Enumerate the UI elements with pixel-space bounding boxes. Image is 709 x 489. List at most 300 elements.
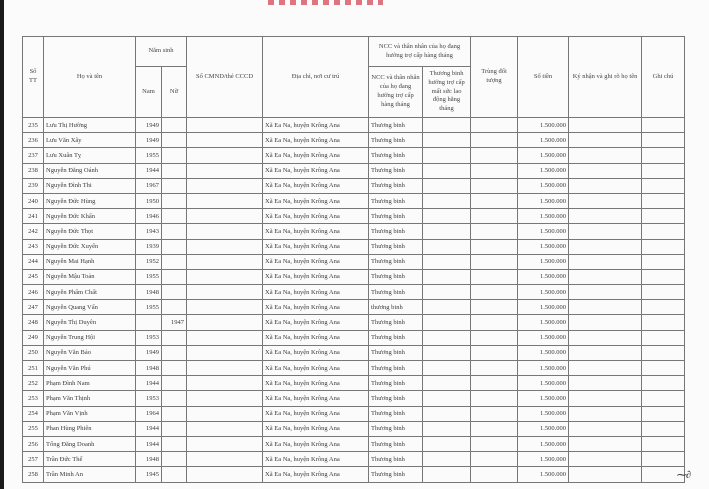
cell-stt: 254: [23, 406, 44, 421]
cell-male: 1949: [136, 118, 162, 133]
cell-female: [162, 163, 187, 178]
cell-empty: [471, 178, 518, 193]
header-amount: Số tiền: [518, 37, 569, 118]
cell-empty: [423, 330, 471, 345]
cell-name: Phan Hùng Phiên: [44, 421, 136, 436]
cell-empty: [642, 209, 685, 224]
cell-empty: [569, 209, 642, 224]
cell-empty: [187, 224, 263, 239]
header-id: Số CMND/thẻ CCCD: [187, 37, 263, 118]
cell-name: Nguyễn Văn Phú: [44, 361, 136, 376]
table-row: [23, 315, 685, 330]
cell-male: 1955: [136, 269, 162, 284]
cell-male: 1949: [136, 345, 162, 360]
cell-empty: [187, 254, 263, 269]
cell-female: [162, 467, 187, 482]
cell-empty: [187, 421, 263, 436]
cell-address: Xã Ea Na, huyện Krông Ana: [263, 285, 369, 300]
cell-empty: [187, 239, 263, 254]
cell-empty: [642, 330, 685, 345]
beneficiary-table: [22, 36, 685, 483]
cell-name: Lưu Văn Xây: [44, 133, 136, 148]
cell-empty: [642, 148, 685, 163]
cell-female: [162, 391, 187, 406]
cell-empty: [569, 239, 642, 254]
cell-male: 1945: [136, 467, 162, 482]
table-row: [23, 300, 685, 315]
cell-address: Xã Ea Na, huyện Krông Ana: [263, 452, 369, 467]
cell-male: 1943: [136, 224, 162, 239]
header-name: Họ và tên: [44, 37, 136, 118]
cell-empty: [423, 254, 471, 269]
cell-name: Nguyễn Mai Hạnh: [44, 254, 136, 269]
cell-male: 1955: [136, 148, 162, 163]
cell-stt: 239: [23, 178, 44, 193]
table-row: [23, 269, 685, 284]
cell-empty: [187, 193, 263, 208]
header-trang: Trùng đối tượng: [471, 37, 518, 118]
cell-address: Xã Ea Na, huyện Krông Ana: [263, 148, 369, 163]
cell-female: [162, 285, 187, 300]
cell-empty: [187, 376, 263, 391]
cell-empty: [471, 133, 518, 148]
header-address: Địa chỉ, nơi cư trú: [263, 37, 369, 118]
cell-female: [162, 436, 187, 451]
cell-male: 1946: [136, 209, 162, 224]
cell-empty: [569, 421, 642, 436]
cell-name: Nguyễn Phẩm Chất: [44, 285, 136, 300]
cell-empty: [569, 133, 642, 148]
cell-name: Tống Đăng Doanh: [44, 436, 136, 451]
cell-amount: 1.500.000: [518, 300, 569, 315]
cell-female: [162, 345, 187, 360]
cell-male: 1964: [136, 406, 162, 421]
cell-empty: [569, 118, 642, 133]
cell-stt: 258: [23, 467, 44, 482]
cell-amount: 1.500.000: [518, 178, 569, 193]
cell-empty: [642, 224, 685, 239]
cell-empty: [471, 254, 518, 269]
table-row: [23, 361, 685, 376]
cell-amount: 1.500.000: [518, 224, 569, 239]
cell-type: Thương binh: [369, 467, 423, 482]
cell-type: Thương binh: [369, 285, 423, 300]
cell-amount: 1.500.000: [518, 133, 569, 148]
cell-empty: [187, 285, 263, 300]
cell-stt: 252: [23, 376, 44, 391]
cell-empty: [423, 209, 471, 224]
table-row: [23, 239, 685, 254]
cell-amount: 1.500.000: [518, 345, 569, 360]
cell-type: Thương binh: [369, 361, 423, 376]
cell-empty: [642, 254, 685, 269]
cell-empty: [569, 193, 642, 208]
cell-stt: 255: [23, 421, 44, 436]
cell-type: Thương binh: [369, 148, 423, 163]
cell-stt: 243: [23, 239, 44, 254]
cell-stt: 237: [23, 148, 44, 163]
cell-name: Nguyễn Đức Khẩn: [44, 209, 136, 224]
cell-stt: 250: [23, 345, 44, 360]
cell-stt: 236: [23, 133, 44, 148]
cell-male: 1944: [136, 421, 162, 436]
cell-empty: [423, 193, 471, 208]
cell-empty: [569, 376, 642, 391]
table-row: [23, 285, 685, 300]
cell-empty: [642, 118, 685, 133]
header-sign: Ký nhận và ghi rõ họ tên: [569, 37, 642, 118]
table-row: [23, 345, 685, 360]
cell-empty: [423, 163, 471, 178]
cell-empty: [471, 421, 518, 436]
cell-empty: [642, 178, 685, 193]
table-row: [23, 421, 685, 436]
cell-empty: [642, 406, 685, 421]
scan-edge: [0, 0, 4, 489]
cell-male: 1952: [136, 254, 162, 269]
cell-empty: [569, 391, 642, 406]
cell-empty: [187, 148, 263, 163]
cell-female: [162, 224, 187, 239]
cell-empty: [471, 209, 518, 224]
cell-empty: [569, 163, 642, 178]
cell-empty: [642, 345, 685, 360]
cell-name: Nguyễn Đức Hùng: [44, 193, 136, 208]
cell-female: [162, 239, 187, 254]
table-row: [23, 224, 685, 239]
header-note: Ghi chú: [642, 37, 685, 118]
cell-female: 1947: [162, 315, 187, 330]
cell-empty: [642, 300, 685, 315]
cell-address: Xã Ea Na, huyện Krông Ana: [263, 254, 369, 269]
cell-empty: [187, 163, 263, 178]
cell-empty: [471, 452, 518, 467]
cell-address: Xã Ea Na, huyện Krông Ana: [263, 178, 369, 193]
cell-male: [136, 315, 162, 330]
cell-type: Thương binh: [369, 133, 423, 148]
cell-male: 1944: [136, 163, 162, 178]
cell-name: Nguyễn Đức Thọt: [44, 224, 136, 239]
cell-empty: [423, 452, 471, 467]
cell-name: Phạm Văn Thịnh: [44, 391, 136, 406]
cell-amount: 1.500.000: [518, 163, 569, 178]
cell-stt: 247: [23, 300, 44, 315]
cell-male: 1953: [136, 391, 162, 406]
cell-empty: [642, 361, 685, 376]
cell-empty: [569, 148, 642, 163]
cell-amount: 1.500.000: [518, 330, 569, 345]
cell-empty: [471, 361, 518, 376]
header-male: Nam: [136, 67, 162, 118]
cell-address: Xã Ea Na, huyện Krông Ana: [263, 193, 369, 208]
cell-name: Phạm Văn Vịnh: [44, 406, 136, 421]
cell-stt: 253: [23, 391, 44, 406]
cell-empty: [569, 467, 642, 482]
cell-type: thương binh: [369, 300, 423, 315]
cell-empty: [642, 376, 685, 391]
cell-male: 1953: [136, 330, 162, 345]
cell-type: Thương binh: [369, 421, 423, 436]
cell-female: [162, 148, 187, 163]
cell-amount: 1.500.000: [518, 421, 569, 436]
cell-empty: [471, 148, 518, 163]
cell-type: Thương binh: [369, 163, 423, 178]
cell-female: [162, 376, 187, 391]
cell-female: [162, 421, 187, 436]
table-row: [23, 178, 685, 193]
cell-empty: [642, 452, 685, 467]
cell-female: [162, 209, 187, 224]
cell-address: Xã Ea Na, huyện Krông Ana: [263, 345, 369, 360]
table-row: [23, 163, 685, 178]
cell-empty: [187, 315, 263, 330]
cell-type: Thương binh: [369, 178, 423, 193]
cell-address: Xã Ea Na, huyện Krông Ana: [263, 118, 369, 133]
cell-empty: [569, 269, 642, 284]
cell-male: 1939: [136, 239, 162, 254]
cell-address: Xã Ea Na, huyện Krông Ana: [263, 133, 369, 148]
table-row: [23, 148, 685, 163]
cell-amount: 1.500.000: [518, 118, 569, 133]
cell-address: Xã Ea Na, huyện Krông Ana: [263, 436, 369, 451]
cell-empty: [187, 391, 263, 406]
cell-name: Lưu Thị Hường: [44, 118, 136, 133]
cell-female: [162, 330, 187, 345]
cell-address: Xã Ea Na, huyện Krông Ana: [263, 269, 369, 284]
cell-amount: 1.500.000: [518, 391, 569, 406]
header-tb: Thương binh hưởng trợ cấp mất sức lao động hằng tháng: [423, 67, 471, 118]
cell-empty: [187, 118, 263, 133]
cell-empty: [471, 315, 518, 330]
cell-stt: 244: [23, 254, 44, 269]
cell-empty: [569, 285, 642, 300]
cell-female: [162, 269, 187, 284]
cell-empty: [471, 345, 518, 360]
cell-empty: [471, 300, 518, 315]
cell-empty: [423, 178, 471, 193]
cell-empty: [423, 285, 471, 300]
red-stamp-mark: [268, 0, 383, 5]
cell-empty: [423, 345, 471, 360]
cell-type: Thương binh: [369, 224, 423, 239]
cell-type: Thương binh: [369, 118, 423, 133]
table-row: [23, 330, 685, 345]
cell-empty: [423, 133, 471, 148]
cell-female: [162, 254, 187, 269]
cell-female: [162, 118, 187, 133]
cell-type: Thương binh: [369, 345, 423, 360]
cell-name: Nguyễn Đức Xuyến: [44, 239, 136, 254]
cell-amount: 1.500.000: [518, 376, 569, 391]
cell-empty: [569, 361, 642, 376]
cell-empty: [642, 391, 685, 406]
cell-address: Xã Ea Na, huyện Krông Ana: [263, 163, 369, 178]
cell-empty: [569, 315, 642, 330]
cell-name: Trần Đức Thế: [44, 452, 136, 467]
cell-address: Xã Ea Na, huyện Krông Ana: [263, 361, 369, 376]
cell-empty: [569, 330, 642, 345]
table-row: [23, 376, 685, 391]
cell-empty: [642, 436, 685, 451]
signature-mark: ⁓∂: [676, 470, 691, 481]
cell-stt: 235: [23, 118, 44, 133]
cell-address: Xã Ea Na, huyện Krông Ana: [263, 467, 369, 482]
table-row: [23, 118, 685, 133]
cell-empty: [423, 118, 471, 133]
cell-stt: 256: [23, 436, 44, 451]
cell-empty: [569, 452, 642, 467]
cell-empty: [471, 269, 518, 284]
cell-amount: 1.500.000: [518, 269, 569, 284]
cell-address: Xã Ea Na, huyện Krông Ana: [263, 300, 369, 315]
cell-type: Thương binh: [369, 239, 423, 254]
cell-stt: 249: [23, 330, 44, 345]
header-birth-year: Năm sinh: [136, 37, 187, 67]
cell-type: Thương binh: [369, 391, 423, 406]
cell-address: Xã Ea Na, huyện Krông Ana: [263, 209, 369, 224]
cell-empty: [187, 406, 263, 421]
header-female: Nữ: [162, 67, 187, 118]
cell-empty: [423, 467, 471, 482]
table-row: [23, 452, 685, 467]
cell-male: 1944: [136, 376, 162, 391]
cell-empty: [187, 467, 263, 482]
cell-empty: [423, 361, 471, 376]
cell-amount: 1.500.000: [518, 239, 569, 254]
table-row: [23, 254, 685, 269]
cell-empty: [187, 436, 263, 451]
cell-male: 1948: [136, 361, 162, 376]
cell-male: 1948: [136, 285, 162, 300]
cell-stt: 240: [23, 193, 44, 208]
cell-empty: [569, 345, 642, 360]
cell-male: 1955: [136, 300, 162, 315]
cell-empty: [423, 391, 471, 406]
cell-empty: [471, 193, 518, 208]
table-row: [23, 391, 685, 406]
cell-empty: [423, 148, 471, 163]
cell-amount: 1.500.000: [518, 315, 569, 330]
cell-type: Thương binh: [369, 330, 423, 345]
cell-stt: 245: [23, 269, 44, 284]
cell-name: Nguyễn Quang Vấn: [44, 300, 136, 315]
table-row: [23, 133, 685, 148]
cell-empty: [642, 421, 685, 436]
cell-amount: 1.500.000: [518, 254, 569, 269]
header-ncc: NCC và thân nhân của họ đang hưởng trợ cấp hàng tháng: [369, 67, 423, 118]
cell-type: Thương binh: [369, 269, 423, 284]
cell-name: Nguyễn Đình Thi: [44, 178, 136, 193]
cell-type: Thương binh: [369, 193, 423, 208]
cell-empty: [471, 330, 518, 345]
cell-empty: [471, 391, 518, 406]
cell-empty: [471, 285, 518, 300]
cell-male: 1950: [136, 193, 162, 208]
cell-address: Xã Ea Na, huyện Krông Ana: [263, 391, 369, 406]
cell-amount: 1.500.000: [518, 209, 569, 224]
cell-empty: [569, 300, 642, 315]
cell-type: Thương binh: [369, 452, 423, 467]
cell-male: 1967: [136, 178, 162, 193]
cell-stt: 248: [23, 315, 44, 330]
cell-female: [162, 361, 187, 376]
header-ncc-group: NCC và thân nhân của họ đang hưởng trợ cấp hàng tháng: [369, 37, 471, 67]
cell-empty: [569, 436, 642, 451]
cell-empty: [471, 376, 518, 391]
cell-male: 1944: [136, 436, 162, 451]
cell-empty: [423, 239, 471, 254]
table-row: [23, 406, 685, 421]
cell-female: [162, 406, 187, 421]
cell-female: [162, 452, 187, 467]
cell-amount: 1.500.000: [518, 148, 569, 163]
cell-empty: [423, 436, 471, 451]
cell-amount: 1.500.000: [518, 406, 569, 421]
cell-empty: [187, 178, 263, 193]
cell-empty: [642, 285, 685, 300]
cell-amount: 1.500.000: [518, 285, 569, 300]
cell-type: Thương binh: [369, 315, 423, 330]
cell-empty: [187, 300, 263, 315]
cell-address: Xã Ea Na, huyện Krông Ana: [263, 330, 369, 345]
header-stt: Số TT: [23, 37, 44, 118]
cell-female: [162, 178, 187, 193]
cell-empty: [569, 178, 642, 193]
cell-empty: [187, 452, 263, 467]
cell-male: 1948: [136, 452, 162, 467]
cell-address: Xã Ea Na, huyện Krông Ana: [263, 376, 369, 391]
cell-name: Nguyễn Trung Hội: [44, 330, 136, 345]
cell-empty: [423, 406, 471, 421]
cell-amount: 1.500.000: [518, 452, 569, 467]
cell-empty: [471, 224, 518, 239]
cell-address: Xã Ea Na, huyện Krông Ana: [263, 421, 369, 436]
cell-empty: [423, 269, 471, 284]
cell-female: [162, 300, 187, 315]
cell-empty: [423, 376, 471, 391]
table-row: [23, 436, 685, 451]
cell-stt: 238: [23, 163, 44, 178]
cell-empty: [423, 224, 471, 239]
cell-empty: [569, 406, 642, 421]
cell-empty: [471, 467, 518, 482]
cell-type: Thương binh: [369, 254, 423, 269]
cell-amount: 1.500.000: [518, 467, 569, 482]
cell-type: Thương binh: [369, 406, 423, 421]
table-row: [23, 193, 685, 208]
cell-amount: 1.500.000: [518, 193, 569, 208]
cell-address: Xã Ea Na, huyện Krông Ana: [263, 406, 369, 421]
cell-empty: [187, 269, 263, 284]
cell-stt: 246: [23, 285, 44, 300]
cell-empty: [471, 436, 518, 451]
cell-empty: [187, 361, 263, 376]
cell-name: Phạm Đình Nam: [44, 376, 136, 391]
cell-empty: [187, 209, 263, 224]
cell-type: Thương binh: [369, 209, 423, 224]
cell-name: Nguyễn Mậu Toản: [44, 269, 136, 284]
cell-empty: [471, 406, 518, 421]
cell-amount: 1.500.000: [518, 436, 569, 451]
cell-female: [162, 133, 187, 148]
cell-empty: [642, 193, 685, 208]
cell-empty: [569, 224, 642, 239]
cell-empty: [187, 133, 263, 148]
cell-name: Lưu Xuân Tỵ: [44, 148, 136, 163]
cell-name: Nguyễn Đăng Oánh: [44, 163, 136, 178]
cell-empty: [423, 421, 471, 436]
cell-stt: 257: [23, 452, 44, 467]
